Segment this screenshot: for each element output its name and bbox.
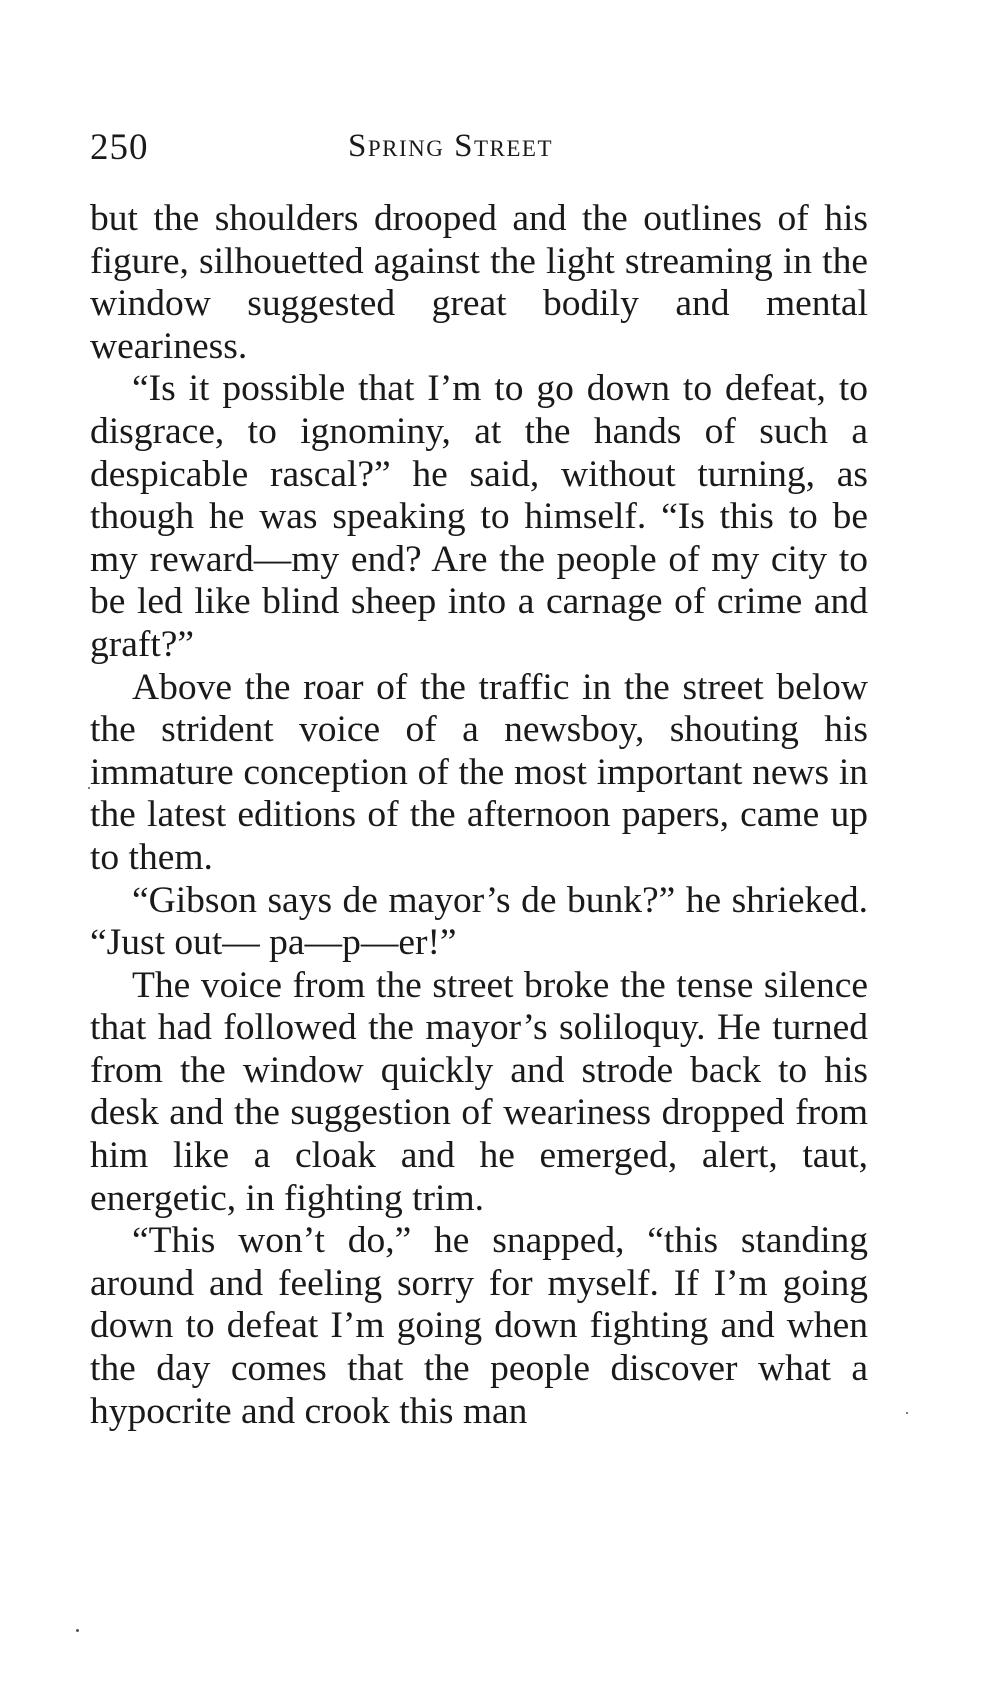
body-text (90, 198, 868, 1433)
paragraph: “This won’t do,” he snapped, “this standing around and feeling sorry for myself. If I’m going down to defeat I’m going down fighting and when the day comes that the people discover what a hypocrite and crook this man (90, 1220, 868, 1432)
scan-speck (906, 1412, 908, 1414)
paragraph: Above the roar of the traffic in the street below the strident voice of a newsboy, shouting his immature conception of the most important news in the latest editions of the afternoon papers, came up to them. (90, 666, 868, 878)
page-number: 250 (90, 127, 149, 168)
scan-speck (88, 787, 90, 789)
running-title: Spring Street (348, 128, 554, 164)
paragraph-continuation: but the shoulders drooped and the outlines of his figure, silhouetted against the light streaming in the window suggested great bodily and mental weariness. (90, 198, 868, 367)
scan-speck (76, 1629, 79, 1632)
paragraph: “Gibson says de mayor’s de bunk?” he shrieked. “Just out— pa—p—er!” (90, 879, 868, 964)
paragraph: “Is it possible that I’m to go down to defeat, to disgrace, to ignominy, at the hands of such a despicable rascal?” he said, without turning, as though he was speaking to himself. “Is this to be my reward—my end? Are the people of my city to be led like blind sheep into a carnage of crime and graft?” (90, 368, 868, 665)
running-head (90, 126, 870, 176)
paragraph: The voice from the street broke the tense silence that had followed the mayor’s soliloquy. He turned from the window quickly and strode back to his desk and the suggestion of weariness dropped from him like a cloak and he emerged, alert, taut, energetic, in fighting trim. (90, 964, 868, 1219)
